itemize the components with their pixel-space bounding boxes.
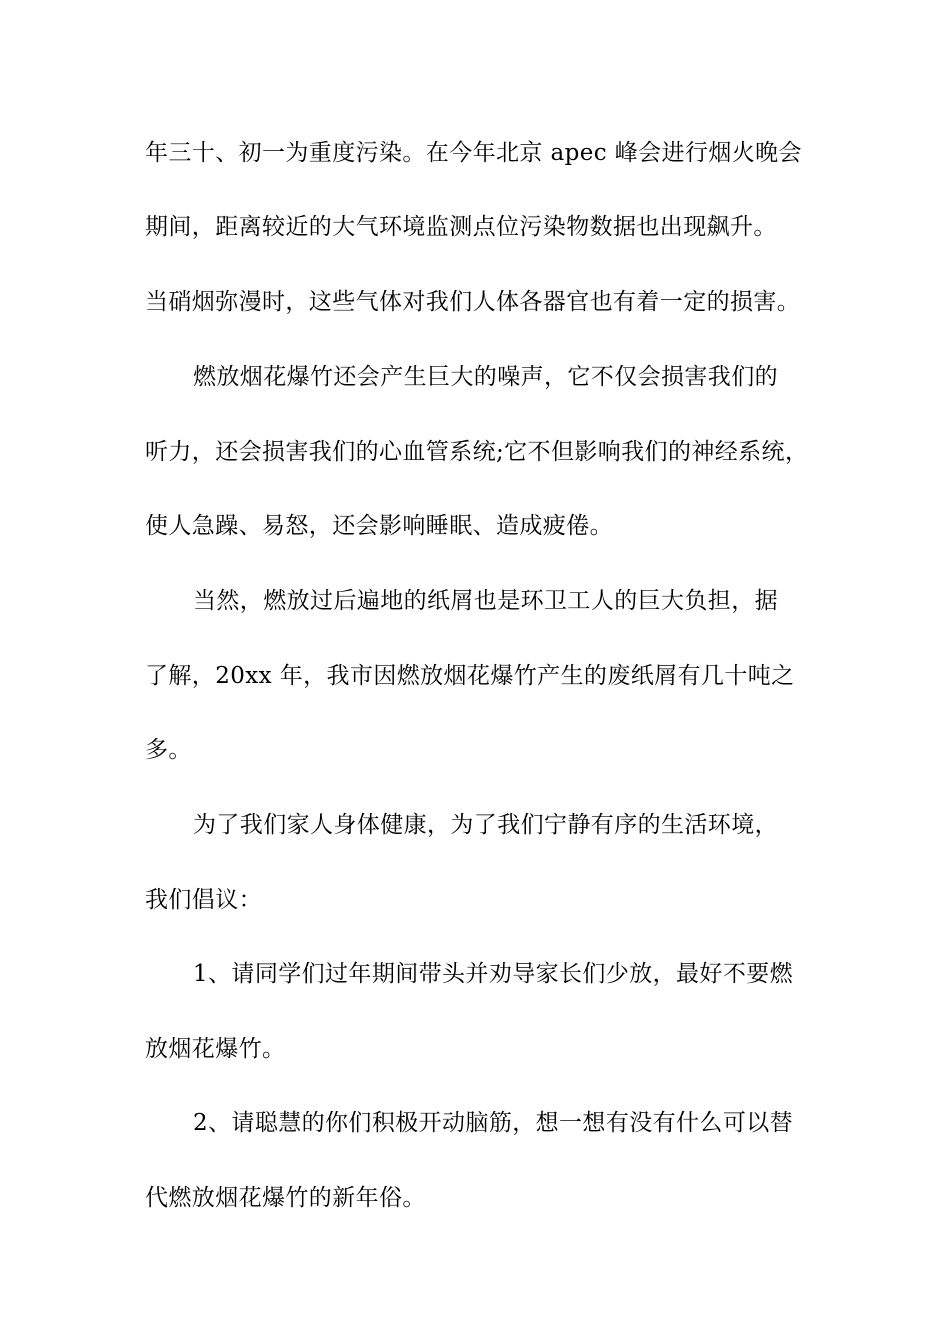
- text-line-13: 放烟花爆竹。: [145, 1036, 286, 1062]
- text-line-3: 当硝烟弥漫时，这些气体对我们人体各器官也有着一定的损害。: [145, 289, 801, 315]
- text-line-2: 期间，距离较近的大气环境监测点位污染物数据也出现飙升。: [145, 214, 777, 240]
- text-line-1: 年三十、初一为重度污染。在今年北京 apec 峰会进行烟火晚会: [145, 140, 802, 166]
- text-line-12: 1、请同学们过年期间带头并劝导家长们少放，最好不要燃: [193, 961, 794, 987]
- text-line-6: 使人急躁、易怒，还会影响睡眠、造成疲倦。: [145, 513, 613, 539]
- text-line-14: 2、请聪慧的你们积极开动脑筋，想一想有没有什么可以替: [193, 1110, 794, 1136]
- text-line-9: 多。: [145, 737, 192, 763]
- text-line-15: 代燃放烟花爆竹的新年俗。: [145, 1185, 426, 1211]
- text-line-5: 听力，还会损害我们的心血管系统;它不但影响我们的神经系统，: [145, 439, 809, 465]
- text-line-7: 当然，燃放过后遍地的纸屑也是环卫工人的巨大负担，据: [193, 588, 778, 614]
- text-line-10: 为了我们家人身体健康，为了我们宁静有序的生活环境，: [193, 812, 778, 838]
- text-line-8: 了解，20xx 年，我市因燃放烟花爆竹产生的废纸屑有几十吨之: [145, 663, 795, 689]
- text-line-4: 燃放烟花爆竹还会产生巨大的噪声，它不仅会损害我们的: [193, 364, 778, 390]
- text-line-11: 我们倡议：: [145, 887, 262, 913]
